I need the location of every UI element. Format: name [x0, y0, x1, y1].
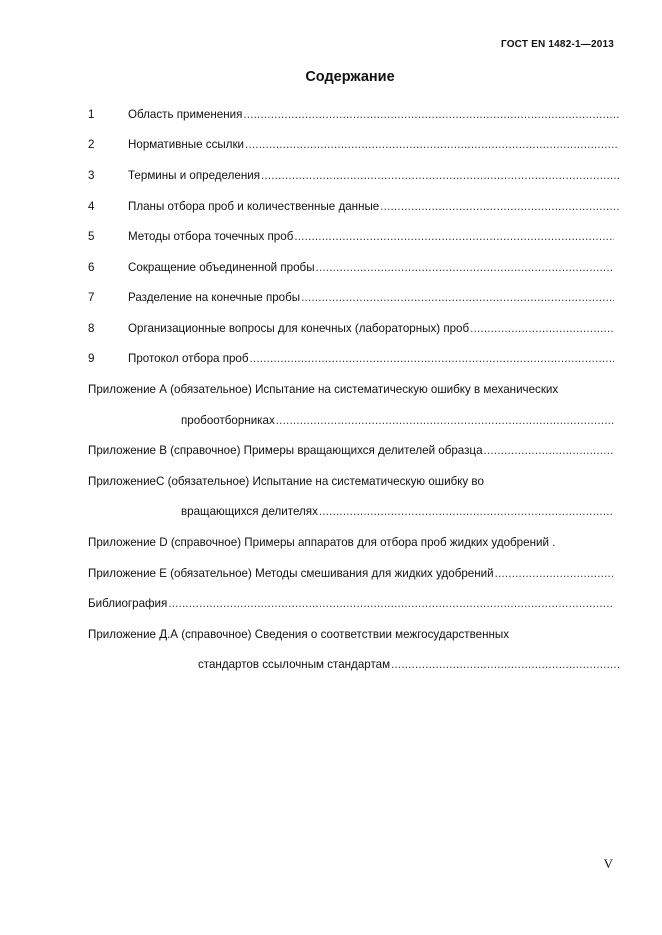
dot-leader [470, 321, 614, 337]
toc-annex-d[interactable]: Приложение D (справочное) Примеры аппаратов для отбора проб жидких удобрений . [88, 536, 556, 549]
dot-leader [380, 199, 619, 215]
toc-entry-text: Планы отбора проб и количественные данные [128, 200, 380, 213]
toc-annex-a-line2[interactable] [181, 413, 614, 429]
toc-entry-number: 5 [88, 230, 95, 243]
toc-annex-da-line1[interactable]: Приложение Д.А (справочное) Сведения о соответствии межгосударственных [88, 628, 510, 641]
dot-leader [495, 566, 614, 582]
page-number: V [603, 856, 613, 871]
toc-entry-2[interactable] [88, 137, 619, 153]
toc-annex-da-line2[interactable] [198, 657, 619, 673]
toc-entry-text: Приложение В (справочное) Примеры вращающихся делителей образца [88, 444, 483, 457]
toc-entry-text: Организационные вопросы для конечных (лабораторных) проб [128, 322, 470, 335]
dot-leader [261, 168, 619, 184]
dot-leader [319, 504, 614, 520]
toc-entry-number: 8 [88, 322, 95, 335]
toc-entry-text: вращающихся делителях [181, 505, 318, 518]
toc-entry-number: 9 [88, 352, 95, 365]
dot-leader [301, 290, 614, 306]
toc-bibliography[interactable] [88, 596, 614, 612]
toc-annex-c-line1[interactable]: ПриложениеС (обязательное) Испытание на систематическую ошибку во [88, 475, 484, 488]
toc-entry-number: 7 [88, 291, 95, 304]
toc-entry-text: Разделение на конечные пробы [128, 291, 301, 304]
toc-entry-text: Термины и определения [128, 169, 260, 182]
dot-leader [316, 260, 614, 276]
toc-entry-text: Приложение Е (обязательное) Методы смешивания для жидких удобрений [88, 567, 494, 580]
toc-annex-a-line1[interactable]: Приложение А (обязательное) Испытание на систематическую ошибку в механических [88, 383, 559, 396]
toc-entry-text: пробоотборниках [181, 414, 275, 427]
toc-entry-text: Нормативные ссылки [128, 138, 245, 151]
toc-entry-number: 3 [88, 169, 95, 182]
toc-entry-text: Протокол отбора проб [128, 352, 249, 365]
toc-entry-text: Область применения [128, 108, 243, 121]
toc-entry-4[interactable] [88, 199, 619, 215]
toc-entry-6[interactable] [88, 260, 614, 276]
dot-leader [168, 596, 614, 612]
toc-entry-text: Сокращение объединенной пробы [128, 261, 315, 274]
dot-leader [250, 351, 614, 367]
toc-entry-7[interactable] [88, 290, 614, 306]
toc-entry-9[interactable] [88, 351, 614, 367]
toc-entry-text: Библиография [88, 597, 168, 610]
dot-leader [245, 137, 619, 153]
toc-entry-text: Методы отбора точечных проб [128, 230, 294, 243]
dot-leader [294, 229, 614, 245]
toc-entry-text: стандартов ссылочным стандартам [198, 658, 391, 671]
toc-entry-number: 6 [88, 261, 95, 274]
toc-entry-5[interactable] [88, 229, 614, 245]
toc-annex-c-line2[interactable] [181, 504, 614, 520]
toc-entry-1[interactable] [88, 107, 619, 123]
toc-entry-number: 2 [88, 138, 95, 151]
toc-entry-number: 4 [88, 200, 95, 213]
toc-entry-3[interactable] [88, 168, 619, 184]
dot-leader [484, 443, 614, 459]
toc-title: Содержание [305, 69, 395, 85]
toc-annex-b[interactable] [88, 443, 614, 459]
standard-code: ГОСТ EN 1482-1—2013 [500, 39, 614, 50]
toc-entry-number: 1 [88, 108, 95, 121]
dot-leader [391, 657, 619, 673]
dot-leader [243, 107, 619, 123]
dot-leader [276, 413, 614, 429]
toc-annex-e[interactable] [88, 566, 614, 582]
toc-entry-8[interactable] [88, 321, 614, 337]
